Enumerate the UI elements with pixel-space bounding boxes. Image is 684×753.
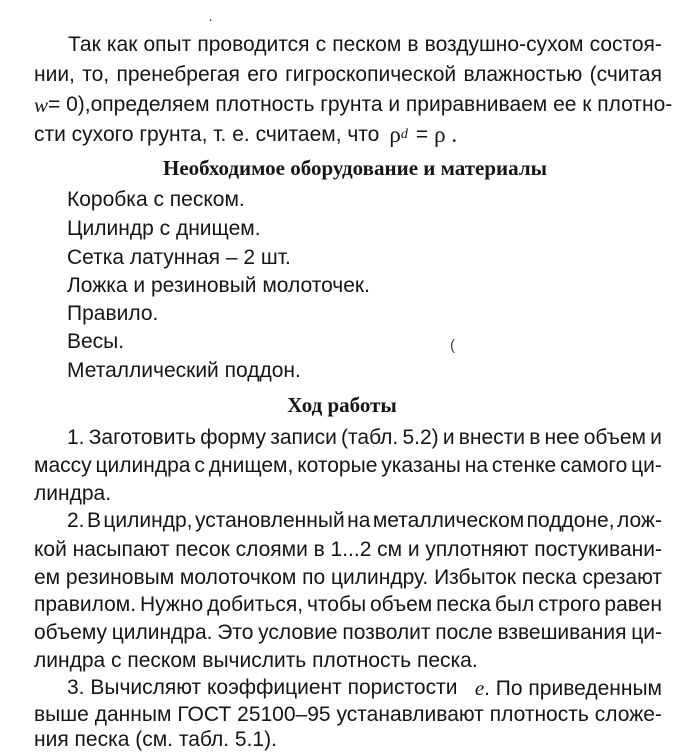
procedure-line: правилом. Нужно добиться, чтобы объем песка был строго равен <box>34 593 662 616</box>
equipment-item: Весы. <box>67 330 125 353</box>
density-symbol: ρ <box>389 122 401 147</box>
equipment-item: Ложка и резиновый молоточек. <box>67 274 370 297</box>
procedure-line: ем резиновым молоточком по цилиндру. Избыток песка срезают <box>34 566 662 589</box>
density-symbol-2: ρ . <box>434 122 458 147</box>
procedure-line: линдра с песком вычислить плотность песка. <box>34 649 478 672</box>
intro-line-3-rest: = 0),определяем плотность грунта и приравниваем ее к плотно- <box>48 93 673 116</box>
scan-speck: · <box>208 11 213 28</box>
procedure-line-p3: 3. Вычисляют коэффициент пористости e. По приведенным <box>67 676 662 700</box>
equipment-item: Коробка с песком. <box>67 188 245 211</box>
procedure-line: ния песка (см. табл. 5.1). <box>34 728 277 751</box>
procedure-line: массу цилиндра с днищем, которые указаны на стенке самого ци- <box>34 454 662 477</box>
intro-line-3 <box>34 92 673 119</box>
procedure-line: 2. В цилиндр, установленный на металлическом поддоне, лож- <box>67 509 662 532</box>
procedure-line: линдра. <box>34 482 112 505</box>
equipment-item: Правило. <box>67 302 159 325</box>
intro-line-4: сти сухого грунта, т. е. считаем, что ρ d = ρ . <box>34 122 458 147</box>
intro-line-2: нии, то, пренебрегая его гигроскопической влажностью (считая <box>34 63 662 86</box>
equipment-heading: Необходимое оборудование и материалы <box>162 156 548 180</box>
procedure-line: 1. Заготовить форму записи (табл. 5.2) и внести в нее объем и <box>67 426 662 449</box>
porosity-variable: e <box>474 676 485 700</box>
moisture-variable: w <box>34 93 49 117</box>
scan-speck: ( <box>450 337 455 354</box>
equipment-item: Цилиндр с днищем. <box>67 217 261 240</box>
procedure-line: кой насыпают песок слоями в 1...2 см и уплотняют постукивани- <box>34 538 662 561</box>
intro-line-1: Так как опыт проводится с песком в воздушно-сухом состоя- <box>68 33 662 56</box>
equipment-item: Сетка латунная – 2 шт. <box>67 246 291 269</box>
procedure-line: выше данным ГОСТ 25100–95 устанавливают плотность сложе- <box>34 703 662 726</box>
procedure-heading: Ход работы <box>287 393 397 417</box>
procedure-line: объему цилиндра. Это условие позволит после взвешивания ци- <box>34 621 662 644</box>
density-subscript: d <box>400 127 408 142</box>
equipment-item: Металлический поддон. <box>67 359 301 382</box>
